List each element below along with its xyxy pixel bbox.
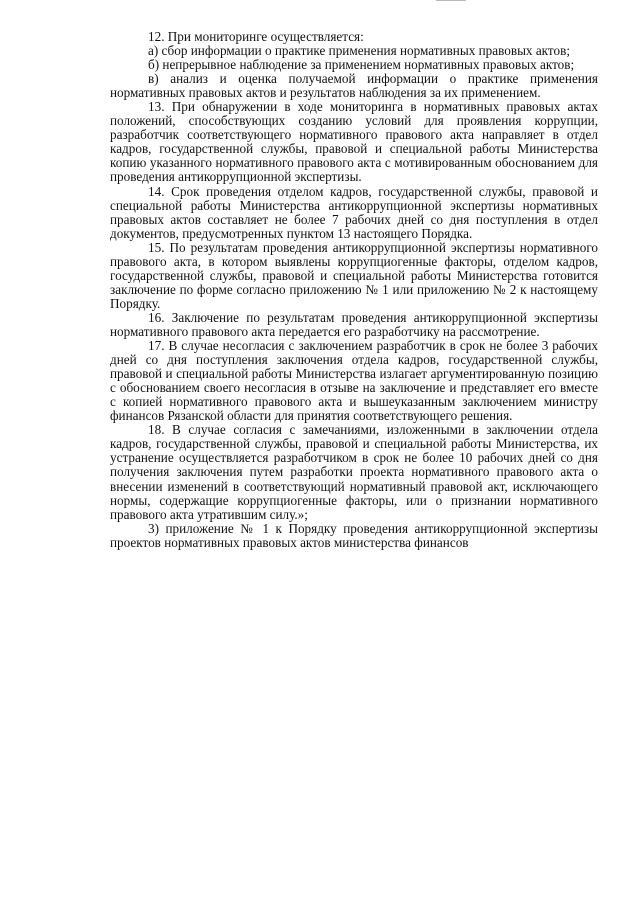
paragraph-12: 12. При мониторинге осуществляется: <box>148 29 364 44</box>
paragraph-12b: б) непрерывное наблюдение за применением нормативных правовых актов; <box>148 57 575 73</box>
paragraph-3-appendix: 3) приложение № 1 к Порядку проведения антикоррупционной экспертизы проектов нормативных правовых актов министерства финансов <box>110 520 598 550</box>
paragraph-14: 14. Срок проведения отделом кадров, государственной службы, правовой и специальной работы Министерства антикоррупционной экспертизы нормативных правовых актов составляет не более 7 рабочих дней со дня поступления в отдел документов, предусмотренных пунктом 13 настоящего Порядка. <box>110 183 598 241</box>
paragraph-12a: а) сбор информации о практике применения нормативных правовых актов; <box>148 43 570 59</box>
document-page <box>110 30 598 550</box>
paragraph-15: 15. По результатам проведения антикоррупционной экспертизы нормативного правового акта, в котором выявлены коррупциогенные факторы, отделом кадров, государственной службы, правовой и специальной работы Министерства готовится заключение по форме согласно приложению № 1 или приложению № 2 к настоящему Порядку. <box>110 239 598 311</box>
paragraph-18: 18. В случае согласия с замечаниями, изложенными в заключении отдела кадров, государственной службы, правовой и специальной работы Министерства, их устранение осуществляется разработчиком в срок не более 10 рабочих дней со дня получения заключения путем разработки проекта нормативного правового акта о внесении изменений в соответствующий нормативный правовой акт, исключающего нормы, содержащие коррупциогенные факторы, или о признании нормативного правового акта утратившим силу.»; <box>110 422 598 522</box>
scan-edge-mark <box>436 0 466 1</box>
paragraph-17: 17. В случае несогласия с заключением разработчик в срок не более 3 рабочих дней со дня поступления заключения отдела кадров, государственной службы, правовой и специальной работы Министерства излагает аргументированную позицию с обоснованием своего несогласия в отзыве на заключение и представляет его вместе с копией нормативного правового акта и вышеуказанным заключением министру финансов Рязанской области для принятия соответствующего решения. <box>110 338 598 424</box>
paragraph-13: 13. При обнаружении в ходе мониторинга в нормативных правовых актах положений, способствующих созданию условий для проявления коррупции, разработчик соответствующего нормативного правового акта направляет в отдел кадров, государственной службы, правовой и специальной работы Министерства копию указанного нормативного правового акта с мотивированным обоснованием для проведения антикоррупционной экспертизы. <box>110 99 598 185</box>
paragraph-16: 16. Заключение по результатам проведения антикоррупционной экспертизы нормативного правового акта передается его разработчику на рассмотрение. <box>110 309 598 339</box>
paragraph-12c: в) анализ и оценка получаемой информации о практике применения нормативных правовых актов и результатов наблюдения за их применением. <box>110 71 598 101</box>
